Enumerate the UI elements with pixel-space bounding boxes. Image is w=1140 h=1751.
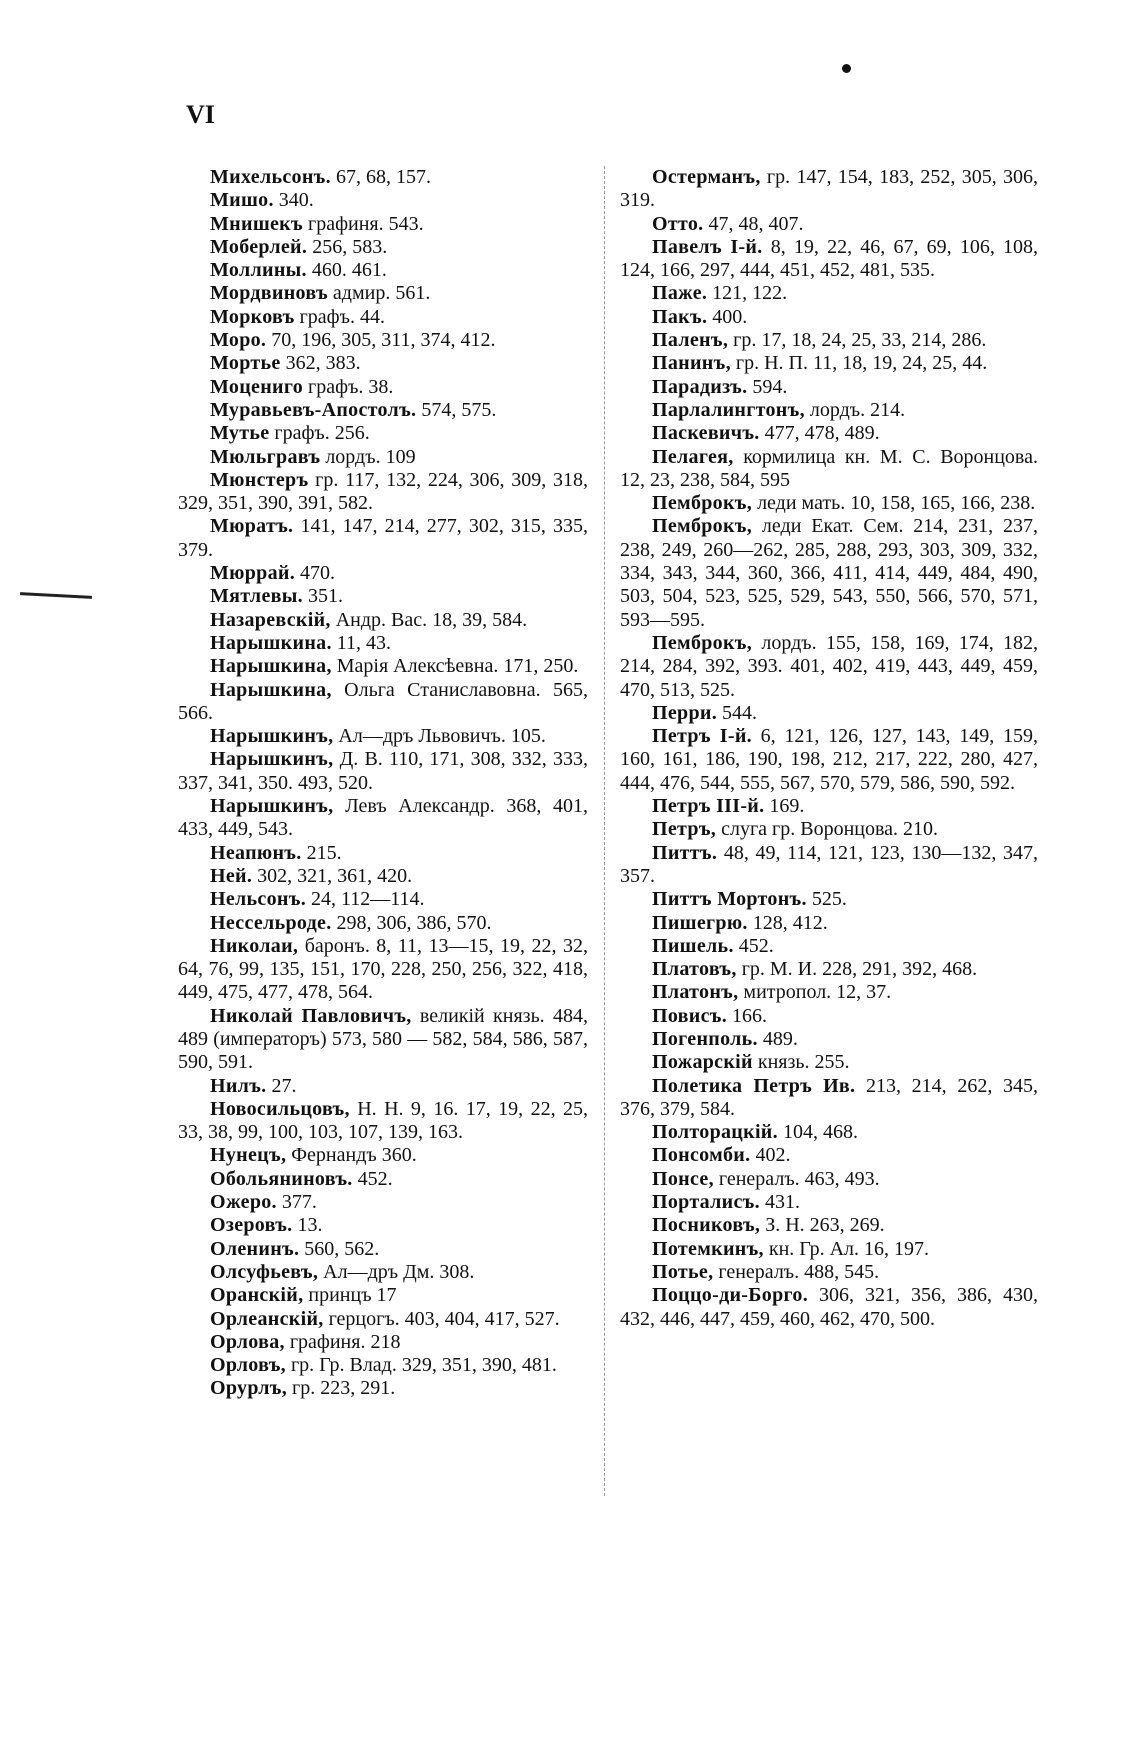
index-entry xyxy=(178,236,588,259)
index-entry xyxy=(620,1261,1038,1284)
index-entry xyxy=(178,1284,588,1307)
entry-name: Пемброкъ, xyxy=(652,515,753,538)
entry-name: Орлова, xyxy=(210,1330,285,1353)
index-entry xyxy=(178,679,588,726)
index-entry xyxy=(178,166,588,189)
entry-name: Нунецъ, xyxy=(210,1144,287,1167)
entry-name: Пемброкъ, xyxy=(652,631,753,654)
entry-references: 377. xyxy=(276,1191,317,1214)
index-entry xyxy=(178,306,588,329)
entry-references: гр. 223, 291. xyxy=(287,1377,396,1400)
entry-name: Пемброкъ, xyxy=(652,492,753,515)
index-entry xyxy=(178,865,588,888)
entry-name: Ней. xyxy=(210,864,253,887)
index-entry xyxy=(178,795,588,842)
index-entry xyxy=(178,515,588,562)
entry-name: Назаревскій, xyxy=(210,608,331,631)
entry-references: кн. Гр. Ал. 16, 197. xyxy=(763,1237,930,1260)
entry-references: гр. Гр. Влад. 329, 351, 390, 481. xyxy=(285,1354,557,1377)
index-entry xyxy=(620,352,1038,375)
entry-references: Левъ Александр. 368, 401, 433, 449, 543. xyxy=(178,795,588,841)
entry-name: Потье, xyxy=(652,1260,714,1283)
entry-references: 400. xyxy=(707,305,748,328)
index-entry xyxy=(178,1354,588,1377)
entry-references: 362, 383. xyxy=(280,352,361,375)
entry-name: Платонъ, xyxy=(652,981,739,1004)
entry-name: Полторацкій. xyxy=(652,1121,778,1144)
entry-references: 141, 147, 214, 277, 302, 315, 335, 379. xyxy=(178,515,588,561)
index-entry xyxy=(620,492,1038,515)
entry-references: 47, 48, 407. xyxy=(703,212,804,235)
index-entry xyxy=(620,1005,1038,1028)
index-entry xyxy=(620,818,1038,841)
entry-name: Питтъ Мортонъ. xyxy=(652,888,807,911)
entry-name: Нарышкина. xyxy=(210,631,332,654)
entry-name: Нилъ. xyxy=(210,1074,267,1097)
entry-references: 8, 19, 22, 46, 67, 69, 106, 108, 124, 166, 297, 444, 451, 452, 481, 535. xyxy=(620,235,1038,282)
index-entry xyxy=(178,446,588,469)
entry-references: 298, 306, 386, 570. xyxy=(331,911,492,934)
entry-references: 67, 68, 157. xyxy=(330,166,431,188)
entry-references: князь. 255. xyxy=(752,1051,850,1074)
entry-name: Мнишекъ xyxy=(210,212,303,235)
entry-name: Понсе, xyxy=(652,1167,714,1190)
index-entry xyxy=(178,585,588,608)
index-entry xyxy=(178,1075,588,1098)
entry-references: 489. xyxy=(757,1027,798,1050)
entry-references: 544. xyxy=(717,701,758,724)
index-entry xyxy=(620,166,1038,213)
entry-name: Нарышкинъ, xyxy=(210,725,334,748)
entry-references: 340. xyxy=(273,189,314,212)
entry-name: Морковъ xyxy=(210,305,295,328)
entry-name: Мюльгравъ xyxy=(210,445,321,468)
index-entry xyxy=(178,1308,588,1331)
entry-references: 213, 214, 262, 345, 376, 379, 584. xyxy=(620,1074,1038,1120)
index-entry xyxy=(178,329,588,352)
index-entry xyxy=(178,1168,588,1191)
entry-references: 48, 49, 114, 121, 123, 130—132, 347, 357. xyxy=(620,841,1038,887)
index-entry xyxy=(620,912,1038,935)
entry-references: Ал—дръ Дм. 308. xyxy=(318,1260,475,1283)
index-entry xyxy=(178,609,588,632)
entry-name: Нарышкина, xyxy=(210,655,332,678)
index-entry xyxy=(620,935,1038,958)
entry-name: Мюнстеръ xyxy=(210,468,309,491)
entry-references: 306, 321, 356, 386, 430, 432, 446, 447, 459, 460, 462, 470, 500. xyxy=(620,1284,1038,1330)
index-entry xyxy=(620,1144,1038,1167)
entry-references: герцогъ. 403, 404, 417, 527. xyxy=(323,1307,560,1330)
index-entry xyxy=(620,422,1038,445)
index-entry xyxy=(178,1238,588,1261)
entry-references: генералъ. 463, 493. xyxy=(713,1167,880,1190)
entry-name: Оленинъ. xyxy=(210,1237,300,1260)
entry-references: леди Екат. Сем. 214, 231, 237, 238, 249, 260—262, 285, 288, 293, 303, 309, 332, 334, 343, 344, 360, 366, 411, 414, 449, 484, 490, 503, 504, 523, 525, 529, 543, 550, 566, 570, 571, 593—595. xyxy=(620,515,1038,631)
entry-references: 460. 461. xyxy=(306,259,387,282)
entry-name: Нельсонъ. xyxy=(210,888,306,911)
entry-name: Мортье xyxy=(210,352,281,375)
entry-references: Ольга Станиславовна. 565, 566. xyxy=(178,678,588,724)
entry-name: Обольяниновъ. xyxy=(210,1167,353,1190)
index-column-right xyxy=(620,166,1038,1331)
entry-references: лордъ. 155, 158, 169, 174, 182, 214, 284, 392, 393. 401, 402, 419, 443, 449, 459, 470, 513, 525. xyxy=(620,631,1038,701)
index-entry xyxy=(178,399,588,422)
index-entry xyxy=(178,888,588,911)
entry-references: 70, 196, 305, 311, 374, 412. xyxy=(266,329,496,352)
entry-references: 104, 468. xyxy=(777,1121,858,1144)
entry-references: 431. xyxy=(759,1191,800,1214)
entry-name: Павелъ I-й. xyxy=(652,235,763,258)
index-entry xyxy=(178,725,588,748)
entry-name: Паже. xyxy=(652,282,708,305)
entry-name: Мутье xyxy=(210,422,270,445)
index-entry xyxy=(178,1377,588,1400)
entry-references: Ал—дръ Львовичъ. 105. xyxy=(333,725,546,748)
entry-references: графъ. 38. xyxy=(303,375,394,398)
index-entry xyxy=(620,795,1038,818)
entry-name: Орурлъ, xyxy=(210,1377,288,1400)
index-entry xyxy=(620,725,1038,795)
entry-references: графиня. 218 xyxy=(284,1330,401,1353)
index-entry xyxy=(178,1005,588,1075)
index-entry xyxy=(178,189,588,212)
index-entry xyxy=(620,958,1038,981)
entry-name: Парадизъ. xyxy=(652,375,748,398)
entry-references: кормилица кн. М. С. Воронцова. 12, 23, 238, 584, 595 xyxy=(620,445,1038,491)
entry-references: Марія Алексѣевна. 171, 250. xyxy=(331,655,579,678)
entry-name: Моллины. xyxy=(210,259,307,282)
margin-dash xyxy=(20,592,92,599)
entry-name: Николай Павловичъ, xyxy=(210,1004,412,1027)
entry-name: Пишегрю. xyxy=(652,911,748,934)
entry-references: 6, 121, 126, 127, 143, 149, 159, 160, 161, 186, 190, 198, 212, 217, 222, 280, 427, 444, 476, 544, 555, 567, 570, 579, 586, 590, 592. xyxy=(620,725,1038,794)
index-entry xyxy=(178,632,588,655)
entry-name: Поццо-ди-Борго. xyxy=(652,1284,808,1307)
entry-references: гр. Н. П. 11, 18, 19, 24, 25, 44. xyxy=(730,352,988,375)
entry-references: слуга гр. Воронцова. 210. xyxy=(716,818,939,841)
entry-references: графъ. 44. xyxy=(294,305,385,328)
entry-references: 121, 122. xyxy=(707,282,788,305)
entry-name: Оранскій, xyxy=(210,1284,304,1307)
entry-name: Пакъ. xyxy=(652,305,708,328)
index-entry xyxy=(620,1214,1038,1237)
entry-references: 169. xyxy=(764,795,805,818)
entry-references: 560, 562. xyxy=(299,1237,380,1260)
entry-name: Ожеро. xyxy=(210,1191,277,1214)
entry-references: 594. xyxy=(747,375,788,398)
entry-name: Парлалингтонъ, xyxy=(652,398,805,421)
entry-name: Новосильцовъ, xyxy=(210,1097,350,1120)
entry-name: Моцениго xyxy=(210,375,304,398)
page-number: VI xyxy=(186,100,215,129)
index-entry xyxy=(620,702,1038,725)
index-entry xyxy=(620,1051,1038,1074)
entry-references: баронъ. 8, 11, 13—15, 19, 22, 32, 64, 76, 99, 135, 151, 170, 228, 250, 256, 322, 418, 449, 475, 477, 478, 564. xyxy=(178,934,588,1004)
index-entry xyxy=(620,1168,1038,1191)
entry-references: Д. В. 110, 171, 308, 332, 333, 337, 341, 350. 493, 520. xyxy=(178,748,588,794)
entry-references: 128, 412. xyxy=(747,911,828,934)
entry-references: 215. xyxy=(301,841,342,864)
index-entry xyxy=(178,912,588,935)
index-entry xyxy=(620,1028,1038,1051)
entry-name: Панинъ, xyxy=(652,352,731,375)
entry-name: Пожарскій xyxy=(652,1051,753,1074)
index-entry xyxy=(620,282,1038,305)
entry-references: 11, 43. xyxy=(331,631,392,654)
index-entry xyxy=(178,376,588,399)
index-entry xyxy=(620,329,1038,352)
entry-references: 256, 583. xyxy=(307,235,388,258)
entry-name: Мюррай. xyxy=(210,562,296,585)
entry-references: 24, 112—114. xyxy=(306,888,425,911)
index-entry xyxy=(178,1331,588,1354)
entry-references: Н. Н. 9, 16. 17, 19, 22, 25, 33, 38, 99, 100, 103, 107, 139, 163. xyxy=(178,1097,588,1144)
index-column-left xyxy=(178,166,588,1401)
entry-references: митропол. 12, 37. xyxy=(738,981,892,1004)
entry-references: лордъ. 109 xyxy=(320,445,416,468)
entry-references: 452. xyxy=(733,934,774,957)
entry-name: Полетика Петръ Ив. xyxy=(652,1074,856,1097)
index-entry xyxy=(620,446,1038,493)
index-entry xyxy=(178,562,588,585)
entry-name: Питтъ. xyxy=(652,841,718,864)
index-entry xyxy=(178,259,588,282)
entry-name: Посниковъ, xyxy=(652,1214,761,1237)
entry-name: Нарышкина, xyxy=(210,678,332,701)
index-entry xyxy=(178,282,588,305)
entry-references: гр. М. И. 228, 291, 392, 468. xyxy=(736,958,978,981)
index-entry xyxy=(620,842,1038,889)
index-entry xyxy=(178,1098,588,1145)
entry-references: 470. xyxy=(295,562,336,585)
index-entry xyxy=(178,1191,588,1214)
index-entry xyxy=(620,1238,1038,1261)
index-entry xyxy=(620,236,1038,283)
entry-name: Неапюнъ. xyxy=(210,841,302,864)
index-entry xyxy=(178,1144,588,1167)
entry-name: Петръ, xyxy=(652,818,717,841)
index-entry xyxy=(620,1284,1038,1331)
entry-references: 452. xyxy=(352,1167,393,1190)
entry-name: Орлеанскій, xyxy=(210,1307,324,1330)
entry-name: Петръ I-й. xyxy=(652,725,752,748)
index-entry xyxy=(178,469,588,516)
entry-name: Платовъ, xyxy=(652,958,737,981)
entry-references: 27. xyxy=(266,1074,297,1097)
index-entry xyxy=(620,981,1038,1004)
entry-references: 402. xyxy=(750,1144,791,1167)
entry-references: принцъ 17 xyxy=(303,1284,397,1307)
entry-references: графъ. 256. xyxy=(269,422,370,445)
entry-name: Михельсонъ. xyxy=(210,166,331,188)
entry-name: Мятлевы. xyxy=(210,585,303,608)
entry-name: Орловъ, xyxy=(210,1354,286,1377)
entry-name: Паскевичъ. xyxy=(652,422,760,445)
entry-references: Фернандъ 360. xyxy=(286,1144,417,1167)
index-entry xyxy=(620,1121,1038,1144)
entry-name: Петръ III-й. xyxy=(652,795,765,818)
entry-name: Пишель. xyxy=(652,934,734,957)
entry-references: графиня. 543. xyxy=(302,212,424,235)
ink-dot xyxy=(842,64,851,73)
entry-references: З. Н. 263, 269. xyxy=(760,1214,885,1237)
entry-name: Пелагея, xyxy=(652,445,734,468)
entry-name: Нарышкинъ, xyxy=(210,748,334,771)
entry-name: Повисъ. xyxy=(652,1004,728,1027)
index-entry xyxy=(620,515,1038,631)
entry-name: Николаи, xyxy=(210,934,299,957)
entry-name: Паленъ, xyxy=(652,329,729,352)
entry-name: Перри. xyxy=(652,701,718,724)
index-entry xyxy=(620,306,1038,329)
entry-references: генералъ. 488, 545. xyxy=(713,1260,880,1283)
entry-references: гр. 147, 154, 183, 252, 305, 306, 319. xyxy=(620,166,1038,212)
index-entry xyxy=(178,748,588,795)
entry-references: леди мать. 10, 158, 165, 166, 238. xyxy=(752,492,1036,515)
entry-name: Остерманъ, xyxy=(652,166,761,188)
entry-references: 574, 575. xyxy=(416,398,497,421)
index-entry xyxy=(620,888,1038,911)
entry-references: 166. xyxy=(727,1004,768,1027)
entry-name: Муравьевъ-Апостолъ. xyxy=(210,398,417,421)
entry-references: адмир. 561. xyxy=(327,282,431,305)
entry-name: Порталисъ. xyxy=(652,1191,760,1214)
entry-references: гр. 17, 18, 24, 25, 33, 214, 286. xyxy=(728,329,987,352)
entry-references: 302, 321, 361, 420. xyxy=(252,864,413,887)
entry-references: 13. xyxy=(292,1214,323,1237)
entry-name: Отто. xyxy=(652,212,704,235)
entry-name: Олсуфьевъ, xyxy=(210,1260,319,1283)
entry-references: великій князь. 484, 489 (императоръ) 573, 580 — 582, 584, 586, 587, 590, 591. xyxy=(178,1004,588,1074)
index-entry xyxy=(178,655,588,678)
index-entry xyxy=(178,842,588,865)
entry-references: 525. xyxy=(806,888,847,911)
index-entry xyxy=(620,399,1038,422)
entry-references: 351. xyxy=(302,585,343,608)
index-entry xyxy=(620,376,1038,399)
entry-name: Нарышкинъ, xyxy=(210,795,334,818)
entry-name: Мишо. xyxy=(210,189,274,212)
entry-name: Потемкинъ, xyxy=(652,1237,764,1260)
index-entry xyxy=(178,352,588,375)
index-entry xyxy=(178,213,588,236)
index-entry xyxy=(620,213,1038,236)
entry-references: 477, 478, 489. xyxy=(759,422,880,445)
entry-name: Моро. xyxy=(210,329,267,352)
entry-name: Мордвиновъ xyxy=(210,282,328,305)
index-entry xyxy=(178,1261,588,1284)
entry-name: Мюратъ. xyxy=(210,515,294,538)
column-divider xyxy=(604,166,605,1496)
index-entry xyxy=(178,1214,588,1237)
entry-references: гр. 117, 132, 224, 306, 309, 318, 329, 351, 390, 391, 582. xyxy=(178,468,588,515)
index-entry xyxy=(620,1191,1038,1214)
entry-name: Понсомби. xyxy=(652,1144,751,1167)
entry-name: Моберлей. xyxy=(210,235,308,258)
entry-references: лордъ. 214. xyxy=(804,398,906,421)
index-entry xyxy=(620,1075,1038,1122)
entry-name: Озеровъ. xyxy=(210,1214,293,1237)
entry-name: Погенполь. xyxy=(652,1027,758,1050)
entry-name: Нессельроде. xyxy=(210,911,332,934)
entry-references: Андр. Вас. 18, 39, 584. xyxy=(330,608,528,631)
index-entry xyxy=(178,422,588,445)
index-entry xyxy=(620,632,1038,702)
index-entry xyxy=(178,935,588,1005)
